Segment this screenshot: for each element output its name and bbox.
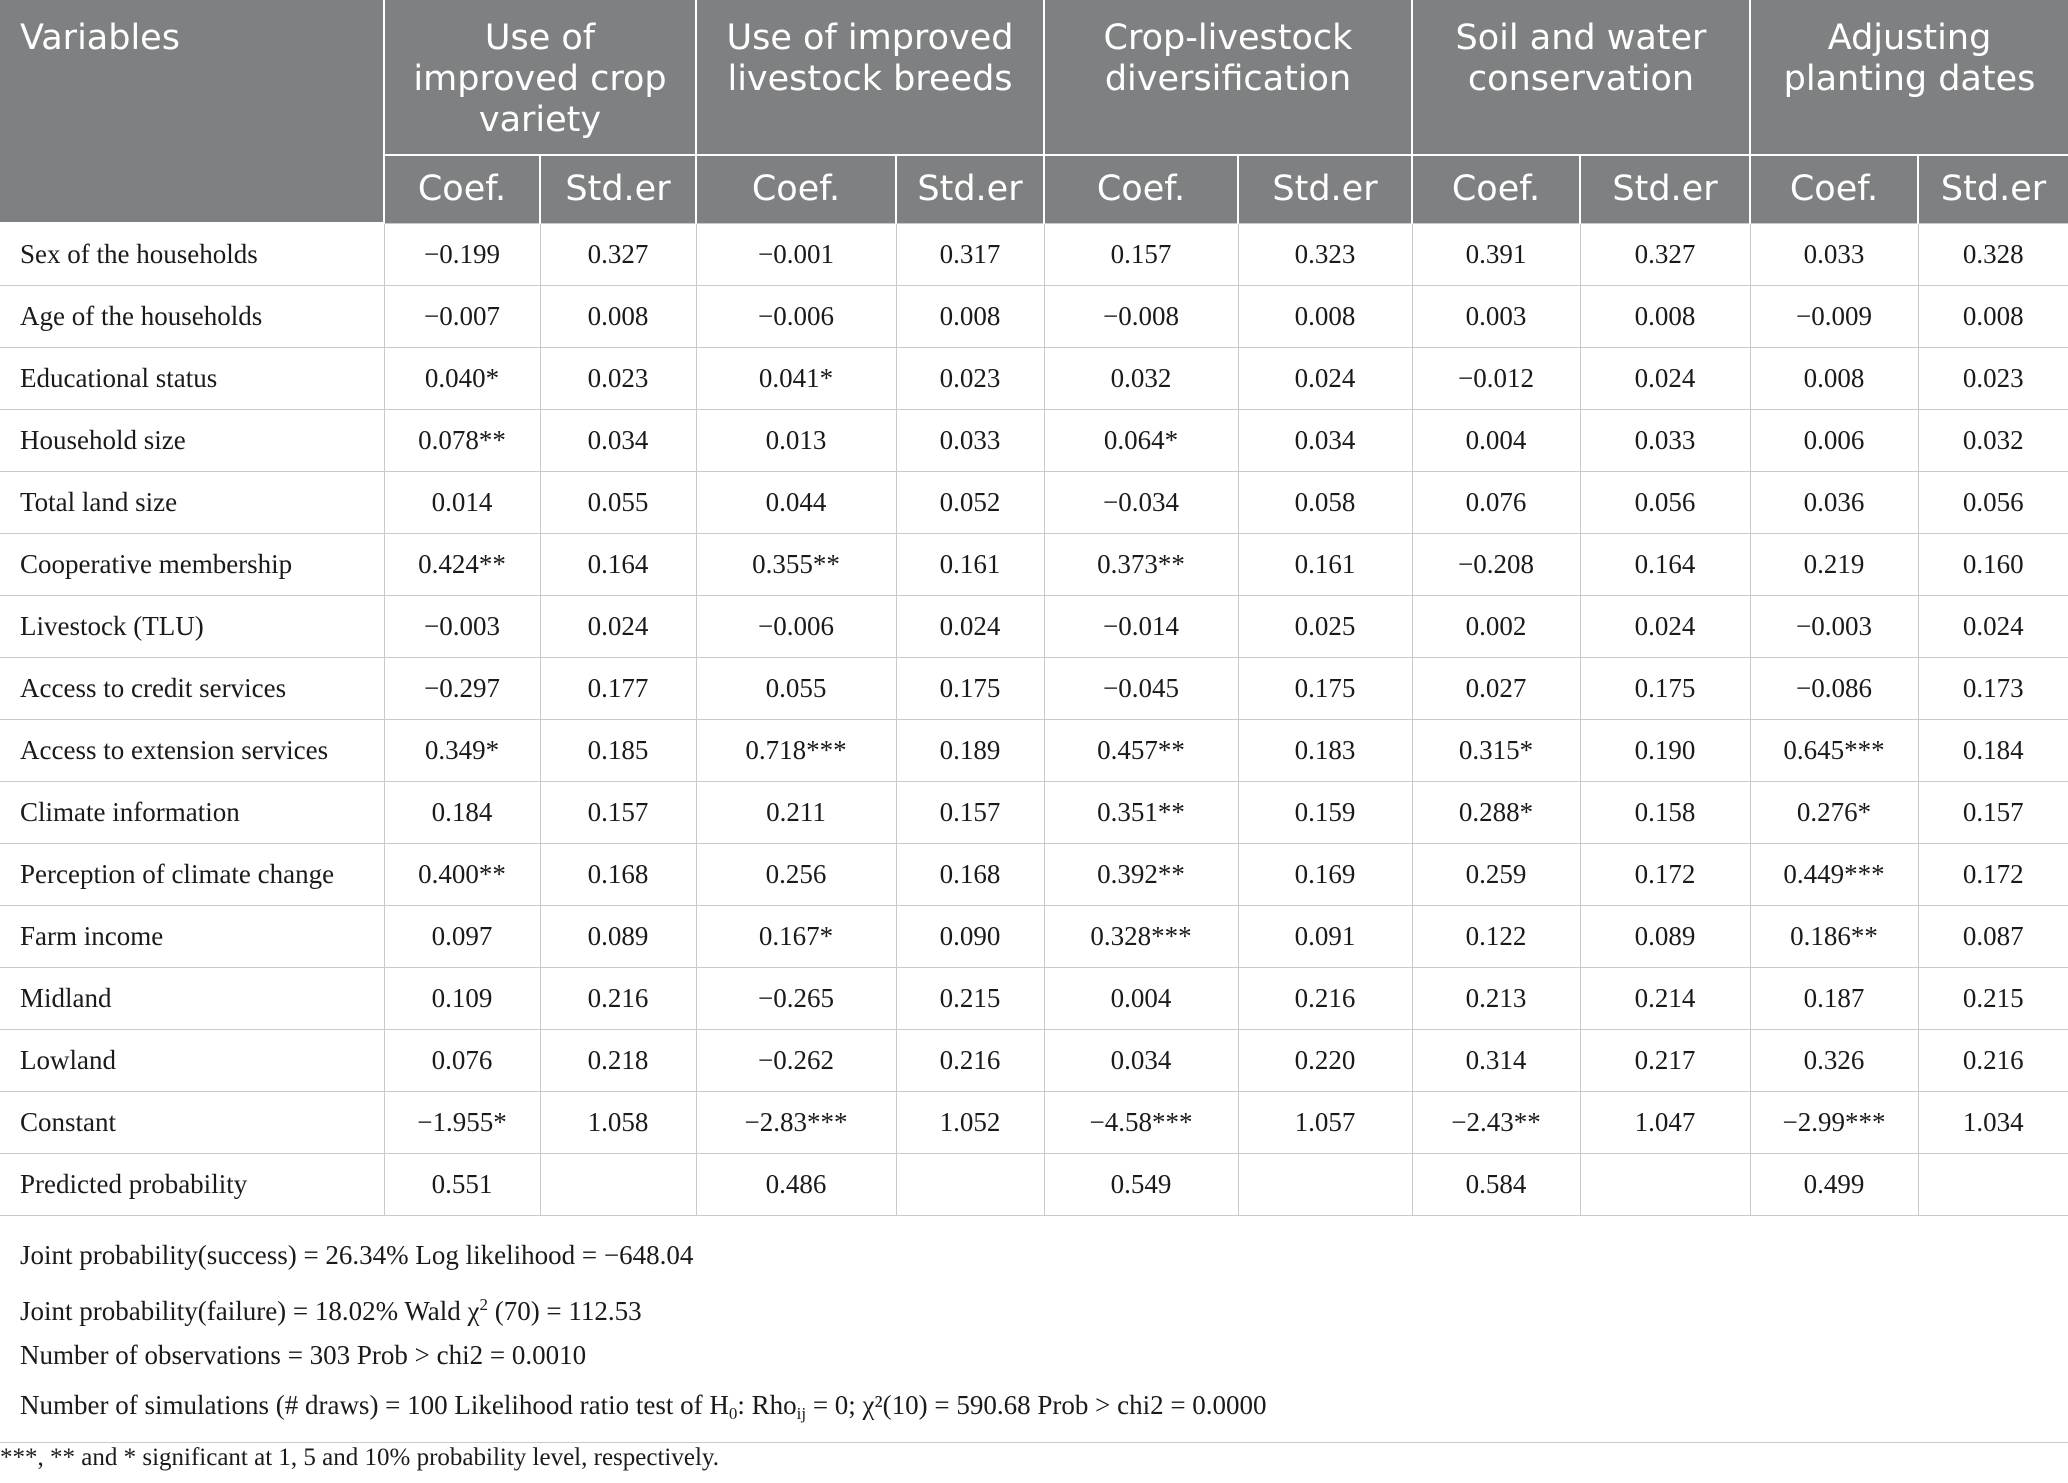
- std-error-cell: 0.184: [1918, 719, 2068, 781]
- std-error-cell: 0.216: [1918, 1029, 2068, 1091]
- std-error-cell: 0.168: [896, 843, 1044, 905]
- std-error-cell: 0.032: [1918, 409, 2068, 471]
- std-error-cell: 1.034: [1918, 1091, 2068, 1153]
- std-error-cell: 0.159: [1238, 781, 1412, 843]
- coefficient-cell: 0.449***: [1750, 843, 1918, 905]
- coefficient-cell: 0.549: [1044, 1153, 1238, 1215]
- std-error-cell: [540, 1153, 696, 1215]
- std-error-cell: [1238, 1153, 1412, 1215]
- table-row: [0, 595, 2068, 657]
- table-row: [0, 905, 2068, 967]
- variable-name-cell: Age of the households: [0, 285, 384, 347]
- std-error-cell: [1918, 1153, 2068, 1215]
- coef-header: Coef.: [696, 155, 896, 223]
- std-error-cell: 0.056: [1580, 471, 1750, 533]
- coefficient-cell: 0.004: [1044, 967, 1238, 1029]
- variable-name-cell: Household size: [0, 409, 384, 471]
- coefficient-cell: 0.373**: [1044, 533, 1238, 595]
- coefficient-cell: 0.213: [1412, 967, 1580, 1029]
- std-error-cell: 0.033: [896, 409, 1044, 471]
- coef-header: Coef.: [1750, 155, 1918, 223]
- coefficient-cell: 0.006: [1750, 409, 1918, 471]
- coefficient-cell: 0.315*: [1412, 719, 1580, 781]
- std-error-cell: 0.168: [540, 843, 696, 905]
- coefficient-cell: 0.259: [1412, 843, 1580, 905]
- std-error-cell: 0.161: [1238, 533, 1412, 595]
- std-err-header: Std.er: [896, 155, 1044, 223]
- group-header-soil-water-conservation: Soil and water conservation: [1412, 0, 1750, 155]
- table-row: [0, 1091, 2068, 1153]
- coefficient-cell: −4.58***: [1044, 1091, 1238, 1153]
- coefficient-cell: 0.097: [384, 905, 540, 967]
- std-error-cell: 0.215: [1918, 967, 2068, 1029]
- note-text: Joint probability(failure) = 18.02% Wald χ: [20, 1295, 480, 1326]
- coef-header: Coef.: [384, 155, 540, 223]
- note-text: = 0; χ²(10) = 590.68 Prob > chi2 = 0.0000: [806, 1389, 1267, 1420]
- variable-name-cell: Lowland: [0, 1029, 384, 1091]
- coefficient-cell: 0.157: [1044, 223, 1238, 285]
- coefficient-cell: 0.645***: [1750, 719, 1918, 781]
- variable-name-cell: Climate information: [0, 781, 384, 843]
- coefficient-cell: −2.99***: [1750, 1091, 1918, 1153]
- std-error-cell: 0.317: [896, 223, 1044, 285]
- std-error-cell: 0.216: [896, 1029, 1044, 1091]
- std-error-cell: 0.173: [1918, 657, 2068, 719]
- coefficient-cell: −0.001: [696, 223, 896, 285]
- std-error-cell: 0.172: [1918, 843, 2068, 905]
- std-error-cell: 0.091: [1238, 905, 1412, 967]
- coefficient-cell: 0.584: [1412, 1153, 1580, 1215]
- coefficient-cell: 0.078**: [384, 409, 540, 471]
- variable-name-cell: Predicted probability: [0, 1153, 384, 1215]
- std-error-cell: 0.327: [1580, 223, 1750, 285]
- std-error-cell: [1580, 1153, 1750, 1215]
- coefficient-cell: 0.187: [1750, 967, 1918, 1029]
- coefficient-cell: −0.012: [1412, 347, 1580, 409]
- simulations-line: [20, 1380, 2068, 1430]
- table-row: [0, 781, 2068, 843]
- significance-footnote: ***, ** and * significant at 1, 5 and 10% probability level, respectively.: [0, 1444, 720, 1471]
- coefficient-cell: 0.027: [1412, 657, 1580, 719]
- variable-name-cell: Access to credit services: [0, 657, 384, 719]
- variable-name-cell: Livestock (TLU): [0, 595, 384, 657]
- coefficient-cell: 0.055: [696, 657, 896, 719]
- coefficient-cell: 0.032: [1044, 347, 1238, 409]
- coefficient-cell: 0.167*: [696, 905, 896, 967]
- coefficient-cell: 0.392**: [1044, 843, 1238, 905]
- group-header-improved-livestock-breeds: Use of improved livestock breeds: [696, 0, 1044, 155]
- coef-header: Coef.: [1044, 155, 1238, 223]
- coefficient-cell: −0.297: [384, 657, 540, 719]
- std-error-cell: 0.024: [1580, 595, 1750, 657]
- variable-name-cell: Perception of climate change: [0, 843, 384, 905]
- std-error-cell: [896, 1153, 1044, 1215]
- coefficient-cell: −0.262: [696, 1029, 896, 1091]
- variable-name-cell: Access to extension services: [0, 719, 384, 781]
- coefficient-cell: −1.955*: [384, 1091, 540, 1153]
- coefficient-cell: −0.265: [696, 967, 896, 1029]
- std-error-cell: 0.183: [1238, 719, 1412, 781]
- coefficient-cell: 0.076: [1412, 471, 1580, 533]
- note-text: (70) = 112.53: [487, 1295, 642, 1326]
- note-text: Number of simulations (# draws) = 100 Likelihood ratio test of H: [20, 1389, 729, 1420]
- coefficient-cell: 0.424**: [384, 533, 540, 595]
- note-subscript: ij: [796, 1403, 807, 1423]
- table-row: [0, 657, 2068, 719]
- table-row: [0, 285, 2068, 347]
- coefficient-cell: 0.457**: [1044, 719, 1238, 781]
- std-error-cell: 0.024: [896, 595, 1044, 657]
- std-error-cell: 1.058: [540, 1091, 696, 1153]
- coefficient-cell: 0.002: [1412, 595, 1580, 657]
- std-error-cell: 0.052: [896, 471, 1044, 533]
- std-error-cell: 0.190: [1580, 719, 1750, 781]
- std-error-cell: 0.024: [1918, 595, 2068, 657]
- header-row-groups: [0, 0, 2068, 155]
- table-row: [0, 347, 2068, 409]
- model-statistics: [0, 1215, 2068, 1442]
- std-error-cell: 0.023: [540, 347, 696, 409]
- std-error-cell: 0.090: [896, 905, 1044, 967]
- coefficient-cell: 0.349*: [384, 719, 540, 781]
- group-header-improved-crop-variety: Use of improved crop variety: [384, 0, 696, 155]
- coefficient-cell: 0.551: [384, 1153, 540, 1215]
- coefficient-cell: 0.256: [696, 843, 896, 905]
- coefficient-cell: 0.041*: [696, 347, 896, 409]
- std-error-cell: 0.034: [540, 409, 696, 471]
- std-error-cell: 1.047: [1580, 1091, 1750, 1153]
- coefficient-cell: 0.040*: [384, 347, 540, 409]
- std-error-cell: 0.215: [896, 967, 1044, 1029]
- std-error-cell: 0.216: [1238, 967, 1412, 1029]
- coefficient-cell: 0.718***: [696, 719, 896, 781]
- joint-probability-failure-line: [20, 1280, 2068, 1330]
- std-error-cell: 0.024: [1580, 347, 1750, 409]
- std-error-cell: 0.169: [1238, 843, 1412, 905]
- std-error-cell: 0.056: [1918, 471, 2068, 533]
- coefficient-cell: 0.044: [696, 471, 896, 533]
- std-error-cell: 0.164: [1580, 533, 1750, 595]
- std-error-cell: 0.087: [1918, 905, 2068, 967]
- coefficient-cell: 0.034: [1044, 1029, 1238, 1091]
- coefficient-cell: 0.328***: [1044, 905, 1238, 967]
- std-error-cell: 0.008: [540, 285, 696, 347]
- std-err-header: Std.er: [1238, 155, 1412, 223]
- std-error-cell: 0.023: [896, 347, 1044, 409]
- std-error-cell: 0.218: [540, 1029, 696, 1091]
- coefficient-cell: 0.109: [384, 967, 540, 1029]
- std-error-cell: 0.089: [1580, 905, 1750, 967]
- coefficient-cell: 0.122: [1412, 905, 1580, 967]
- coefficient-cell: 0.033: [1750, 223, 1918, 285]
- coefficient-cell: 0.004: [1412, 409, 1580, 471]
- coefficient-cell: −0.006: [696, 595, 896, 657]
- std-err-header: Std.er: [1580, 155, 1750, 223]
- table-row: [0, 1029, 2068, 1091]
- coefficient-cell: −0.034: [1044, 471, 1238, 533]
- group-header-adjusting-planting-dates: Adjusting planting dates: [1750, 0, 2068, 155]
- std-error-cell: 0.033: [1580, 409, 1750, 471]
- table-row: [0, 1153, 2068, 1215]
- variable-name-cell: Educational status: [0, 347, 384, 409]
- std-error-cell: 0.158: [1580, 781, 1750, 843]
- coefficient-cell: 0.326: [1750, 1029, 1918, 1091]
- std-error-cell: 0.327: [540, 223, 696, 285]
- std-error-cell: 0.025: [1238, 595, 1412, 657]
- coefficient-cell: −0.003: [384, 595, 540, 657]
- std-error-cell: 0.058: [1238, 471, 1412, 533]
- coefficient-cell: 0.314: [1412, 1029, 1580, 1091]
- std-err-header: Std.er: [540, 155, 696, 223]
- std-error-cell: 0.214: [1580, 967, 1750, 1029]
- coefficient-cell: −0.045: [1044, 657, 1238, 719]
- std-error-cell: 0.023: [1918, 347, 2068, 409]
- std-error-cell: 1.052: [896, 1091, 1044, 1153]
- note-subscript: 0: [728, 1403, 738, 1423]
- std-error-cell: 0.055: [540, 471, 696, 533]
- coefficient-cell: 0.499: [1750, 1153, 1918, 1215]
- std-error-cell: 0.089: [540, 905, 696, 967]
- variable-name-cell: Total land size: [0, 471, 384, 533]
- coefficient-cell: −0.009: [1750, 285, 1918, 347]
- std-error-cell: 0.008: [1918, 285, 2068, 347]
- table-row: [0, 843, 2068, 905]
- model-statistics-row: [0, 1215, 2068, 1442]
- std-error-cell: 0.217: [1580, 1029, 1750, 1091]
- std-error-cell: 0.189: [896, 719, 1044, 781]
- std-error-cell: 0.008: [1580, 285, 1750, 347]
- coefficient-cell: 0.276*: [1750, 781, 1918, 843]
- coefficient-cell: 0.076: [384, 1029, 540, 1091]
- coefficient-cell: −0.199: [384, 223, 540, 285]
- coefficient-cell: 0.400**: [384, 843, 540, 905]
- table-row: [0, 409, 2068, 471]
- coefficient-cell: 0.013: [696, 409, 896, 471]
- coefficient-cell: −0.007: [384, 285, 540, 347]
- coefficient-cell: 0.014: [384, 471, 540, 533]
- variable-name-cell: Midland: [0, 967, 384, 1029]
- std-error-cell: 0.172: [1580, 843, 1750, 905]
- coefficient-cell: 0.486: [696, 1153, 896, 1215]
- coefficient-cell: 0.351**: [1044, 781, 1238, 843]
- joint-probability-success-line: Joint probability(success) = 26.34% Log likelihood = −648.04: [20, 1239, 694, 1270]
- std-error-cell: 0.177: [540, 657, 696, 719]
- coefficient-cell: 0.184: [384, 781, 540, 843]
- std-error-cell: 0.034: [1238, 409, 1412, 471]
- std-error-cell: 0.024: [1238, 347, 1412, 409]
- coef-header: Coef.: [1412, 155, 1580, 223]
- variable-name-cell: Farm income: [0, 905, 384, 967]
- std-error-cell: 0.220: [1238, 1029, 1412, 1091]
- std-error-cell: 0.024: [540, 595, 696, 657]
- coefficient-cell: 0.003: [1412, 285, 1580, 347]
- table-row: [0, 533, 2068, 595]
- variable-name-cell: Cooperative membership: [0, 533, 384, 595]
- group-header-crop-livestock-diversification: Crop-livestock diversification: [1044, 0, 1412, 155]
- std-error-cell: 0.175: [1580, 657, 1750, 719]
- std-error-cell: 0.157: [1918, 781, 2068, 843]
- coefficient-cell: −0.208: [1412, 533, 1580, 595]
- coefficient-cell: 0.391: [1412, 223, 1580, 285]
- std-error-cell: 0.160: [1918, 533, 2068, 595]
- coefficient-cell: 0.355**: [696, 533, 896, 595]
- note-superscript: 2: [479, 1294, 488, 1314]
- coefficient-cell: −0.086: [1750, 657, 1918, 719]
- coefficient-cell: 0.288*: [1412, 781, 1580, 843]
- variable-name-cell: Sex of the households: [0, 223, 384, 285]
- coefficient-cell: 0.064*: [1044, 409, 1238, 471]
- coefficient-cell: −0.006: [696, 285, 896, 347]
- table-row: [0, 719, 2068, 781]
- note-text: : Rho: [737, 1389, 797, 1420]
- coefficient-cell: 0.036: [1750, 471, 1918, 533]
- table-body: [0, 223, 2068, 1215]
- std-error-cell: 0.185: [540, 719, 696, 781]
- std-error-cell: 0.157: [540, 781, 696, 843]
- std-error-cell: 0.157: [896, 781, 1044, 843]
- coefficient-cell: −2.43**: [1412, 1091, 1580, 1153]
- coefficient-cell: 0.008: [1750, 347, 1918, 409]
- std-error-cell: 0.164: [540, 533, 696, 595]
- std-error-cell: 1.057: [1238, 1091, 1412, 1153]
- table-row: [0, 967, 2068, 1029]
- coefficient-cell: 0.211: [696, 781, 896, 843]
- std-err-header: Std.er: [1918, 155, 2068, 223]
- std-error-cell: 0.175: [896, 657, 1044, 719]
- std-error-cell: 0.323: [1238, 223, 1412, 285]
- observations-line: Number of observations = 303 Prob > chi2 = 0.0010: [20, 1339, 587, 1370]
- coefficient-cell: 0.186**: [1750, 905, 1918, 967]
- std-error-cell: 0.328: [1918, 223, 2068, 285]
- variable-name-cell: Constant: [0, 1091, 384, 1153]
- variables-header: Variables: [0, 0, 384, 223]
- coefficient-cell: −2.83***: [696, 1091, 896, 1153]
- table-row: [0, 471, 2068, 533]
- coefficient-cell: −0.003: [1750, 595, 1918, 657]
- coefficient-cell: −0.014: [1044, 595, 1238, 657]
- std-error-cell: 0.175: [1238, 657, 1412, 719]
- std-error-cell: 0.008: [896, 285, 1044, 347]
- coefficient-cell: 0.219: [1750, 533, 1918, 595]
- std-error-cell: 0.008: [1238, 285, 1412, 347]
- std-error-cell: 0.216: [540, 967, 696, 1029]
- coefficient-cell: −0.008: [1044, 285, 1238, 347]
- table-row: [0, 223, 2068, 285]
- std-error-cell: 0.161: [896, 533, 1044, 595]
